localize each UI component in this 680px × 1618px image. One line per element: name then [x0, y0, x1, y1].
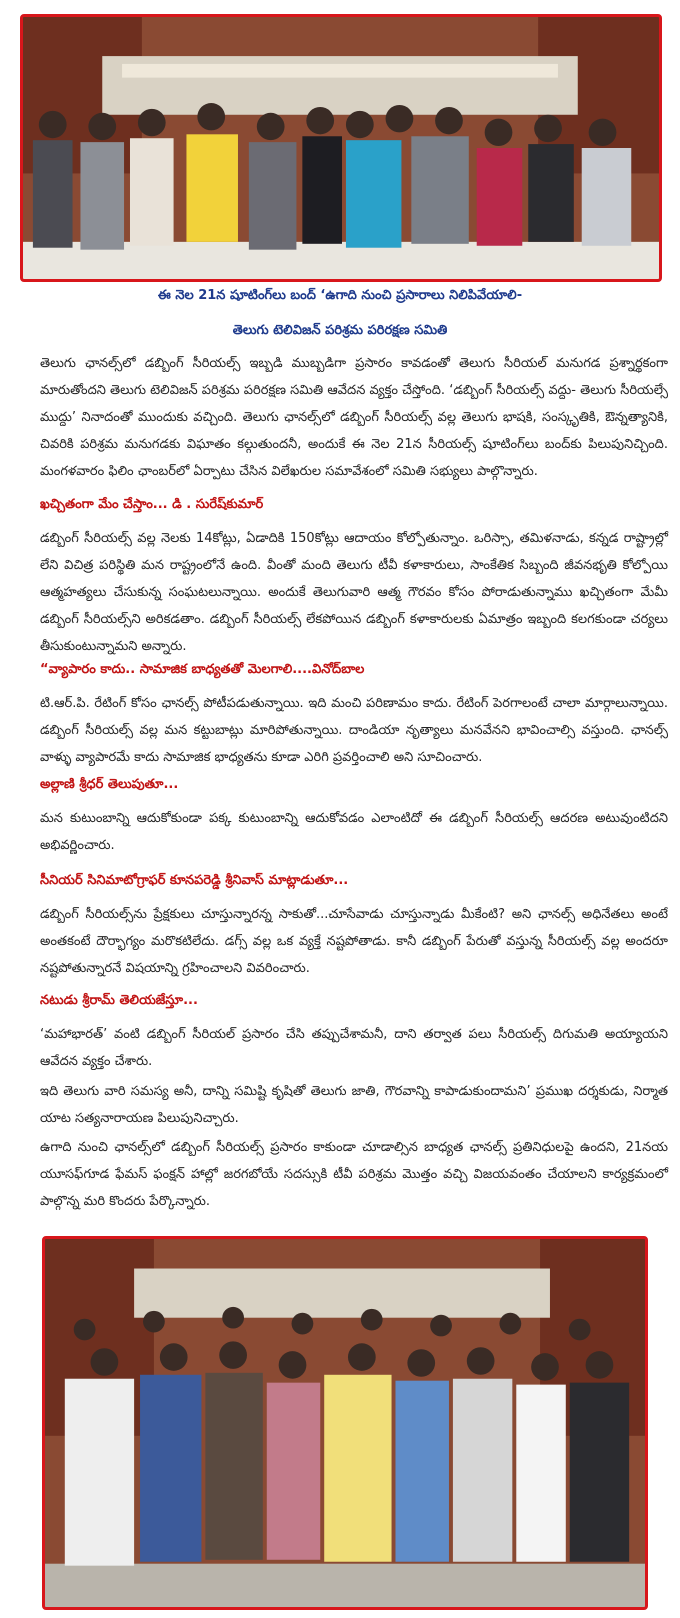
caption-line-2: తెలుగు టెలివిజన్‌ పరిశ్రమ పరిరక్షణ సమితి [232, 323, 448, 338]
paragraph-intro: తెలుగు ఛానల్స్‌లో డబ్బింగ్‌ సీరియల్స్‌ ఇబ్బడి ముబ్బడిగా ప్రసారం కావడంతో తెలుగు సీరియల్‌ మనుగడ ప్రశ్నార్థకంగా మారుతోందని తెలుగు టెలివిజన్‌ పరిశ్రమ పరిరక్షణ సమితి ఆవేదన వ్యక్తం చేస్తోంది. ‘డబ్బింగ్‌ సీరియల్స్‌ వద్దు- తెలుగు సీరియల్సే ముద్దు’ నినాదంతో ముందుకు వచ్చింది. తెలుగు ఛానల్స్‌లో డబ్బింగ్‌ సీరియల్స్‌ వల్ల తెలుగు భాషకి, సంస్కృతికి, ఔన్నత్యానికి, చివరికి పరిశ్రమ మనుగడకు విఘాతం కల్గుతుందనీ, అందుకే ఈ నెల 21న సీరియల్స్‌ షూటింగ్‌లు బంద్‌కు పిలుపునిచ్చింది. మంగళవారం ఫిలిం ఛాంబర్‌లో ఏర్పాటు చేసిన విలేఖరుల సమావేశంలో సమితి సభ్యులు పాల్గొన్నారు. [40, 356, 668, 479]
caption-line-1: ఈ నెల 21న షూటింగ్‌లు బంద్‌ ‘ఉగాది నుంచి ప్రసారాలు నిలిపివేయాలి- [157, 288, 523, 303]
paragraph-yata-satyanarayana: ఇది తెలుగు వారి సమస్య అనీ, దాన్ని సమిష్టి కృషితో తెలుగు జాతి, గౌరవాన్ని కాపాడుకుందామని’ ప్రముఖ దర్శకుడు, నిర్మాత యాట సత్యనారాయణ పిలుపునిచ్చారు. [40, 1084, 668, 1126]
paragraph-allani-sridhar: మన కుటుంబాన్ని ఆదుకోకుండా పక్క కుటుంబాన్ని ఆదుకోవడం ఎలాంటిదో ఈ డబ్బింగ్‌ సీరియల్స్‌ ఆదరణ అటువుంటిదని అభివర్ణించారు. [40, 811, 668, 853]
heading-suresh-kumar: ఖచ్చితంగా మేం చేస్తాం... డి . సురేష్‌కుమార్‌ [40, 497, 264, 512]
paragraph-vinod-bala: టి.ఆర్‌.పి. రేటింగ్‌ కోసం ఛానల్స్‌ పోటీపడుతున్నాయి. ఇది మంచి పరిణామం కాదు. రేటింగ్‌ పెరగాలంటే చాలా మార్గాలున్నాయి. డబ్బింగ్‌ సీరియల్స్‌ వల్ల మన కట్టుబాట్లు మారిపోతున్నాయి. దాండియా నృత్యాలు మనవేనని భావించాల్సి వస్తుంది. ఛానల్స్‌ వాళ్ళు వ్యాపారమే కాదు సామాజిక భాధ్యతను కూడా ఎరిగి ప్రవర్తించాలి అని సూచించారు. [40, 696, 668, 765]
top-photo [20, 14, 662, 282]
group-photo-press-meet [23, 17, 659, 279]
bottom-photo [42, 1236, 648, 1610]
paragraph-sriram: ‘మహాభారత్‌’ వంటి డబ్బింగ్‌ సీరియల్‌ ప్రసారం చేసి తప్పుచేశామనీ, దాని తర్వాత పలు సీరియల్స్‌ దిగుమతి అయ్యాయని ఆవేదన వ్యక్తం చేశారు. [40, 1027, 668, 1069]
heading-vinod-bala: “వ్యాపారం కాదు.. సామాజిక బాధ్యతతో మెలగాలి....వినోద్‌బాల [40, 662, 365, 677]
heading-kunapareddy-srinivas: సీనియర్‌ సినిమాటోగ్రాఫర్‌ కూనపరెడ్డి శ్రీనివాస్‌ మాట్లాడుతూ... [40, 873, 349, 888]
paragraph-suresh-kumar: డబ్బింగ్‌ సీరియల్స్‌ వల్ల నెలకు 14కోట్లు, ఏడాదికి 150కోట్లు ఆదాయం కోల్పోతున్నాం. ఒరిస్సా, తమిళనాడు, కన్నడ రాష్ట్రాల్లో లేని విచిత్ర పరిస్థితి మన రాష్ట్రంలోనే ఉంది. వీంతో మంది తెలుగు టీవీ కళాకారులు, సాంకేతిక సిబ్బంది జీవనభృతి కోల్పోయి ఆత్మహత్యలు చేసుకున్న సంఘటలున్నాయి. అందుకే తెలుగువారి ఆత్మ గౌరవం కోసం పోరాడుతున్నాము ఖచ్చితంగా మేమీ డబ్బింగ్‌ సీరియల్స్‌ని అరికడతాం. డబ్బింగ్‌ సీరియల్స్‌ లేకపోయిన డబ్బింగ్‌ కళాకారులకు ఏమాత్రం ఇబ్బంది కలగకుండా చర్యలు తీసుకుంటున్నామని అన్నారు. [40, 531, 668, 654]
paragraph-closing: ఉగాది నుంచి ఛానల్స్‌లో డబ్బింగ్‌ సీరియల్స్‌ ప్రసారం కాకుండా చూడాల్సిన బాధ్యత ఛానల్స్‌ ప్రతినిధులపై ఉందని, 21నయ యూసఫ్‌గూడ ఫేమస్‌ ఫంక్షన్‌ హాల్లో జరగబోయే సదస్సుకి టీవీ పరిశ్రమ మొత్తం వచ్చి విజయవంతం చేయాలని కార్యక్రమంలో పాల్గొన్న మరి కొందరు పేర్కొన్నారు. [40, 1140, 668, 1209]
group-photo-hands-raised [45, 1239, 645, 1607]
heading-sriram: నటుడు శ్రీరామ్‌ తెలియజేస్తూ... [40, 993, 198, 1008]
heading-allani-sridhar: అల్లాణి శ్రీధర్‌ తెలుపుతూ... [40, 777, 179, 792]
paragraph-kunapareddy-srinivas: డబ్బింగ్‌ సీరియల్స్‌ను ప్రేక్షకులు చూస్తున్నారన్న సాకుతో...చూసేవాడు చూస్తున్నాడు మీకేంటి? అని ఛానల్స్‌ అధినేతలు అంటే అంతకంటే దౌర్భాగ్యం మరొకటిలేదు. డగ్స్‌ వల్ల ఒక వ్యక్తే నష్టపోతాడు. కానీ డబ్బింగ్‌ పేరుతో వస్తున్న సీరియల్స్‌ వల్ల అందరూ నష్టపోతున్నారనే విషయాన్ని గ్రహించాలని వివరించారు. [40, 907, 668, 976]
